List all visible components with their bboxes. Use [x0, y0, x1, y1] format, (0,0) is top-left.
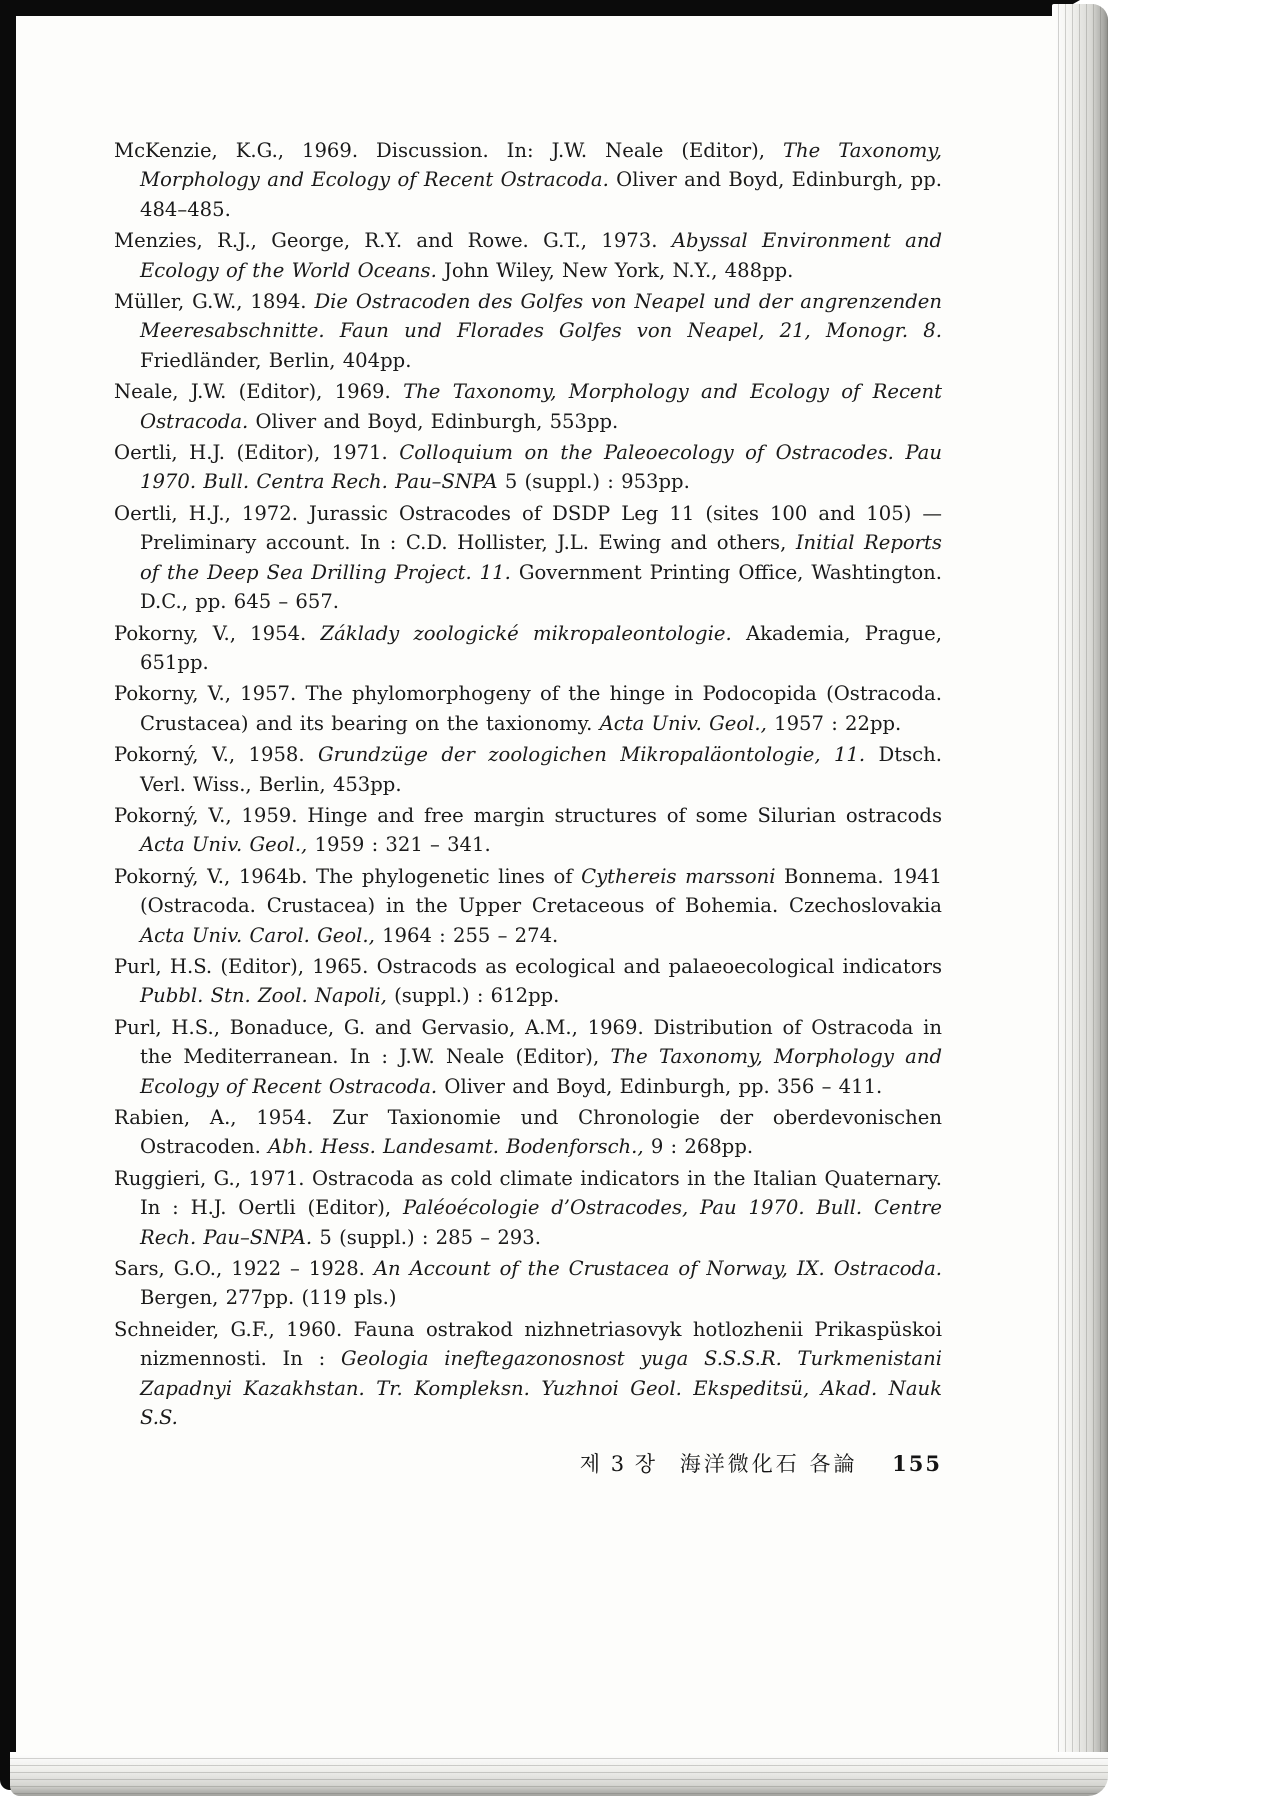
reference-text-segment: 1964 : 255 – 274.: [374, 923, 559, 947]
reference-text-segment: Purl, H.S., Bonaduce, G. and Gervasio, A.M., 1969. Distribution of Ostracoda in the Mediterranean. In : J.W. Neale (Editor),: [114, 1015, 942, 1069]
reference-title-segment: Colloquium on the Paleoecology of Ostracodes. Pau 1970. Bull. Centra Rech. Pau–SNPA: [140, 441, 942, 494]
reference-title-segment: Paléoécologie d’Ostracodes, Pau 1970. Bull. Centre Rech. Pau–SNPA.: [140, 1196, 942, 1249]
reference-title-segment: The Taxonomy, Morphology and Ecology of Recent Ostracoda.: [140, 380, 943, 433]
reference-text-segment: Bergen, 277pp. (119 pls.): [140, 1286, 397, 1310]
reference-title-segment: Abh. Hess. Landesamt. Bodenforsch.,: [268, 1135, 644, 1159]
reference-text-segment: Rabien, A., 1954. Zur Taxionomie und Chronologie der oberdevonischen Ostracoden.: [114, 1106, 942, 1159]
footer-chapter-label: 제 3 장: [579, 1452, 658, 1476]
page-stack-bottom-edge: [10, 1752, 1108, 1796]
reference-entry: [114, 287, 942, 375]
reference-entry: [114, 136, 942, 224]
reference-text-segment: 9 : 268pp.: [643, 1135, 754, 1159]
reference-title-segment: Die Ostracoden des Golfes von Neapel und der angrenzenden Meeresabschnitte. Faun und Florades Golfes von Neapel, 21, Monogr. 8.: [140, 290, 942, 343]
reference-title-segment: Acta Univ. Geol.,: [140, 833, 308, 857]
reference-entry: [114, 499, 942, 617]
reference-title-segment: Acta Univ. Geol.,: [599, 711, 767, 735]
footer-page-number: 155: [892, 1451, 942, 1476]
footer-section-title: 海洋微化石 各論: [679, 1452, 858, 1476]
reference-text-segment: Neale, J.W. (Editor), 1969.: [114, 380, 404, 404]
reference-entry: [114, 1254, 942, 1313]
reference-text-segment: Friedländer, Berlin, 404pp.: [140, 348, 412, 372]
reference-entry: [114, 1315, 942, 1433]
reference-text-segment: Pokorny, V., 1957. The phylomorphogeny of the hinge in Podocopida (Ostracoda. Crustacea) and its bearing on the taxionomy.: [114, 682, 942, 735]
reference-text-segment: Menzies, R.J., George, R.Y. and Rowe. G.T., 1973.: [114, 229, 672, 253]
book-cover-top-edge: [0, 0, 1080, 16]
reference-text-segment: McKenzie, K.G., 1969. Discussion. In: J.W. Neale (Editor),: [114, 139, 783, 162]
reference-text-segment: Oertli, H.J., 1972. Jurassic Ostracodes of DSDP Leg 11 (sites 100 and 105) — Preliminary account. In : C.D. Hollister, J.L. Ewing and others,: [114, 501, 942, 555]
reference-text-segment: Bonnema. 1941 (Ostracoda. Crustacea) in the Upper Cretaceous of Bohemia. Czechoslovakia: [140, 864, 942, 918]
reference-text-segment: Purl, H.S. (Editor), 1965. Ostracods as ecological and palaeoecological indicators: [114, 954, 942, 978]
page-footer: [114, 1448, 942, 1478]
reference-text-segment: Pokorný, V., 1958.: [114, 743, 319, 767]
reference-text-segment: Akademia, Prague, 651pp.: [140, 621, 942, 674]
reference-text-segment: 5 (suppl.) : 285 – 293.: [312, 1225, 541, 1249]
page: [16, 16, 1056, 1754]
reference-text-segment: Pokorný, V., 1964b. The phylogenetic lines of: [114, 864, 582, 888]
reference-text-segment: 1957 : 22pp.: [766, 711, 902, 735]
reference-title-segment: Acta Univ. Carol. Geol.,: [140, 923, 375, 947]
reference-text-segment: John Wiley, New York, N.Y., 488pp.: [436, 258, 794, 282]
reference-entry: [114, 438, 942, 497]
reference-text-segment: 1959 : 321 – 341.: [307, 833, 491, 857]
reference-title-segment: Abyssal Environment and Ecology of the World Oceans.: [140, 229, 942, 282]
reference-text-segment: Government Printing Office, Washtington. D.C., pp. 645 – 657.: [140, 560, 943, 614]
reference-text-segment: (suppl.) : 612pp.: [386, 984, 560, 1008]
reference-entry: [114, 862, 942, 950]
reference-text-segment: Dtsch. Verl. Wiss., Berlin, 453pp.: [140, 743, 942, 796]
reference-entry: [114, 1164, 942, 1252]
reference-title-segment: Initial Reports of the Deep Sea Drilling Project. 11.: [140, 531, 942, 584]
reference-title-segment: Pubbl. Stn. Zool. Napoli,: [140, 984, 387, 1008]
reference-title-segment: Grundzüge der zoologichen Mikropaläontologie, 11.: [318, 743, 866, 767]
reference-entry: [114, 377, 942, 436]
reference-text-segment: Oliver and Boyd, Edinburgh, pp. 484–485.: [140, 168, 942, 221]
reference-text-segment: Sars, G.O., 1922 – 1928.: [114, 1257, 374, 1281]
reference-entry: [114, 952, 942, 1011]
reference-entry: [114, 679, 942, 738]
reference-title-segment: Cythereis marssoni: [581, 864, 776, 888]
reference-list: [114, 136, 942, 1434]
reference-text-segment: Oliver and Boyd, Edinburgh, pp. 356 – 411.: [437, 1074, 883, 1098]
reference-entry: [114, 226, 942, 285]
reference-entry: [114, 619, 942, 678]
page-stack-right-edge: [1052, 4, 1108, 1788]
reference-text-segment: Pokorny, V., 1954.: [114, 621, 321, 645]
reference-title-segment: Základy zoologické mikropaleontologie.: [320, 621, 732, 645]
reference-title-segment: Geologia ineftegazonosnost yuga S.S.S.R. Turkmenistani Zapadnyi Kazakhstan. Tr. Kompleksn. Yuzhnoi Geol. Ekspeditsü, Akad. Nauk S.S.: [140, 1347, 942, 1430]
reference-text-segment: 5 (suppl.) : 953pp.: [497, 470, 690, 494]
reference-entry: [114, 740, 942, 799]
reference-text-segment: Schneider, G.F., 1960. Fauna ostrakod nizhnetriasovyk hotlozhenii Prikaspüskoi nizmennosti. In :: [114, 1317, 942, 1371]
reference-title-segment: An Account of the Crustacea of Norway, IX. Ostracoda.: [373, 1257, 942, 1281]
reference-text-segment: Pokorný, V., 1959. Hinge and free margin structures of some Silurian ostracods: [114, 803, 942, 827]
reference-entry: [114, 801, 942, 860]
reference-title-segment: The Taxonomy, Morphology and Ecology of Recent Ostracoda.: [140, 139, 943, 192]
reference-text-segment: Oertli, H.J. (Editor), 1971.: [114, 441, 400, 465]
reference-title-segment: The Taxonomy, Morphology and Ecology of Recent Ostracoda.: [140, 1045, 942, 1098]
book-cover-left-edge: [0, 0, 16, 1790]
reference-entry: [114, 1013, 942, 1101]
reference-text-segment: Oliver and Boyd, Edinburgh, 553pp.: [248, 409, 619, 433]
reference-entry: [114, 1103, 942, 1162]
reference-text-segment: Ruggieri, G., 1971. Ostracoda as cold climate indicators in the Italian Quaternary. In : H.J. Oertli (Editor),: [114, 1166, 942, 1220]
reference-text-segment: Müller, G.W., 1894.: [114, 290, 315, 314]
